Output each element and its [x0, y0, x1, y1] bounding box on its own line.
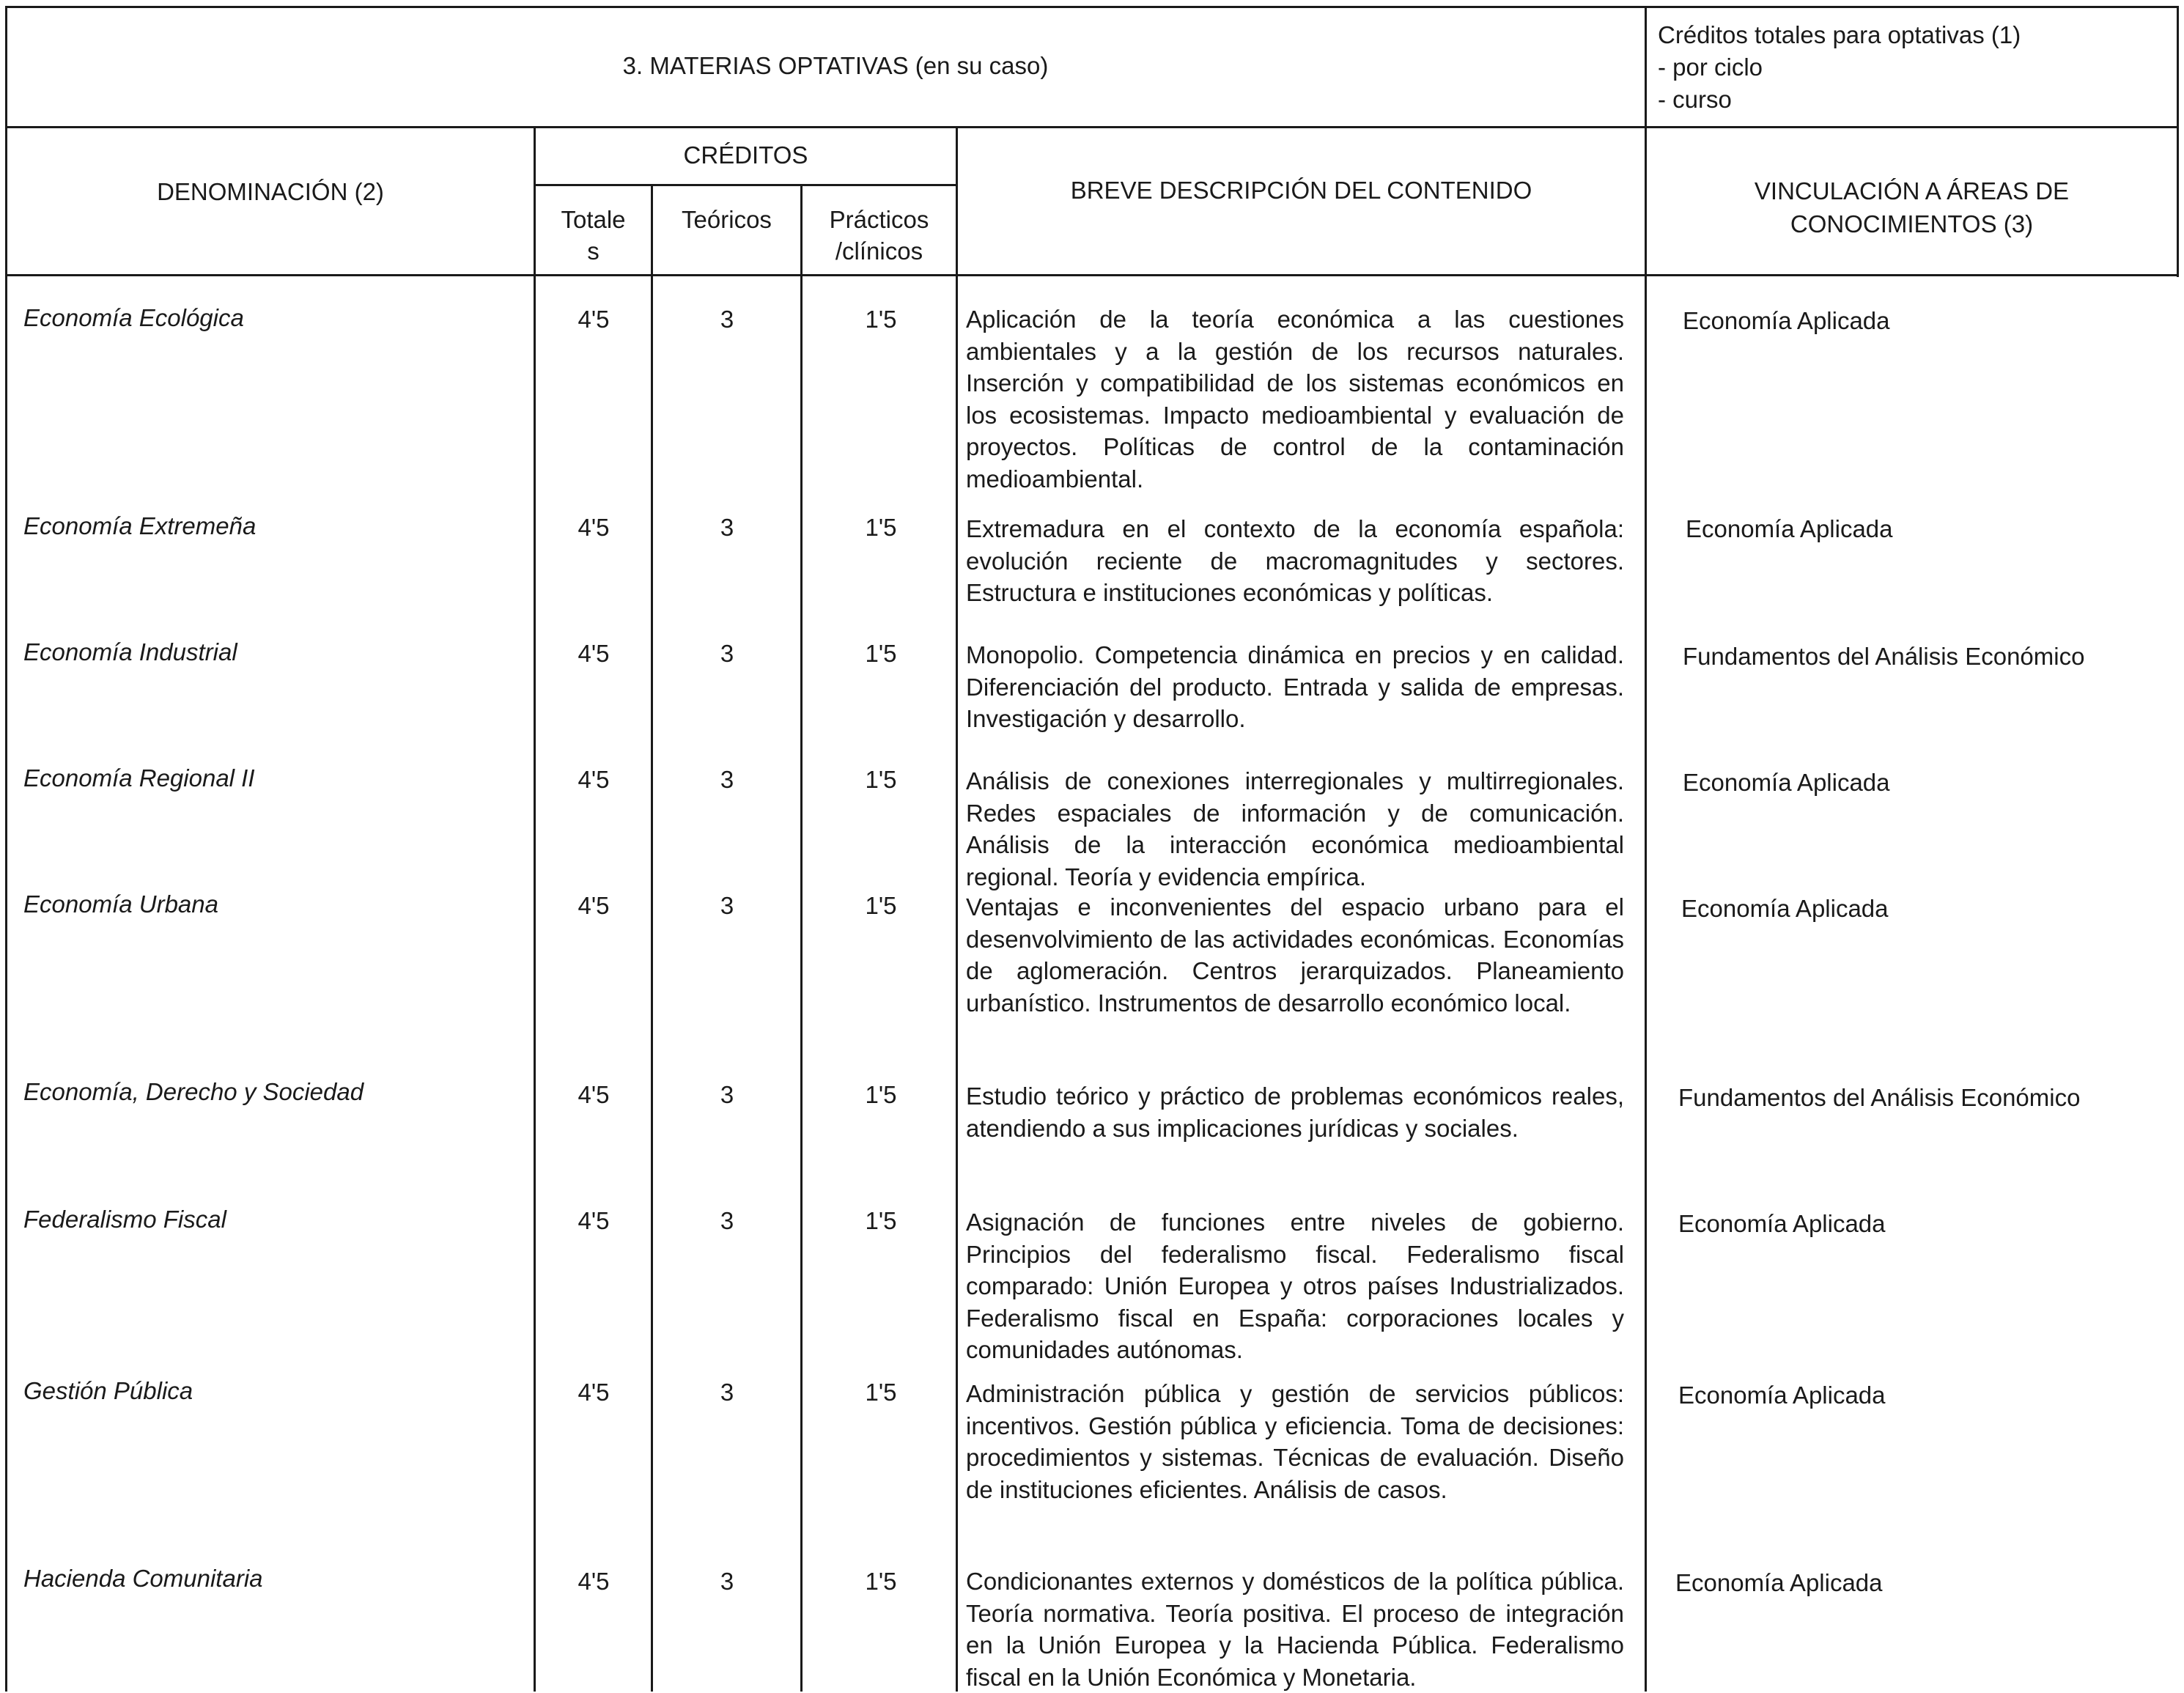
- col-header-denominacion: DENOMINACIÓN (2): [157, 178, 384, 205]
- subject-description: Administración pública y gestión de servicios públicos: incentivos. Gestión pública y eficiencia. Toma de decisiones: procedimientos y sistemas. Técnicas de evaluación. Diseño de instituciones eficientes. Análisis de casos.: [966, 1380, 1624, 1503]
- creditos-teoricos: 3: [720, 1568, 734, 1595]
- creditos-totales: 4'5: [578, 1081, 610, 1108]
- creditos-practicos: 1'5: [865, 1379, 897, 1406]
- col-header-descripcion: BREVE DESCRIPCIÓN DEL CONTENIDO: [1070, 177, 1532, 204]
- creditos-totales: 4'5: [578, 640, 610, 667]
- creditos-totales-label: Créditos totales para optativas (1): [1658, 21, 2021, 48]
- subject-name: Economía Industrial: [23, 638, 237, 665]
- subject-description: Asignación de funciones entre niveles de gobierno. Principios del federalismo fiscal. Federalismo fiscal comparado: Unión Europea y otros países Industrializados. Federalismo fiscal en España: corporaciones locales y comunidades autónomas.: [966, 1209, 1624, 1363]
- subject-description: Condicionantes externos y domésticos de la política pública. Teoría normativa. Teoría positiva. El proceso de integración en la Unión Europea y la Hacienda Pública. Federalismo fiscal en la Unión Económica y Monetaria.: [966, 1568, 1624, 1691]
- creditos-teoricos: 3: [720, 766, 734, 793]
- creditos-totales: 4'5: [578, 1568, 610, 1595]
- creditos-practicos: 1'5: [865, 1081, 897, 1108]
- col-header-practicos-line2: /clínicos: [835, 237, 923, 265]
- creditos-teoricos: 3: [720, 514, 734, 541]
- subject-description: Ventajas e inconvenientes del espacio urbano para el desenvolvimiento de las actividades económicas. Economías de aglomeración. Centros jerarquizados. Planeamiento urbanístico. Instrumentos de desarrollo económico local.: [966, 893, 1624, 1017]
- col-header-practicos-line1: Prácticos: [829, 206, 929, 233]
- subject-description: Extremadura en el contexto de la economía española: evolución reciente de macromagnitudes y sectores. Estructura e instituciones económicas y políticas.: [966, 515, 1624, 606]
- subject-name: Economía Extremeña: [23, 512, 257, 539]
- subject-description: Aplicación de la teoría económica a las cuestiones ambientales y a la gestión de los recursos naturales. Inserción y compatibilidad de los sistemas económicos en los ecosistemas. Impacto medioambiental y evaluación de proyectos. Políticas de control de la contaminación medioambiental.: [966, 306, 1624, 493]
- creditos-totales: 4'5: [578, 1379, 610, 1406]
- knowledge-area: Economía Aplicada: [1681, 895, 1889, 922]
- creditos-practicos: 1'5: [865, 1207, 897, 1234]
- col-header-creditos: CRÉDITOS: [683, 141, 808, 169]
- creditos-practicos: 1'5: [865, 766, 897, 793]
- table-border-left: [5, 6, 7, 1692]
- creditos-totales: 4'5: [578, 766, 610, 793]
- col-divider-totales: [651, 184, 653, 1692]
- header-divider-1: [5, 126, 2179, 128]
- creditos-practicos: 1'5: [865, 1568, 897, 1595]
- col-header-teoricos: Teóricos: [682, 206, 772, 233]
- col-divider-teoricos: [800, 184, 803, 1692]
- creditos-totales: 4'5: [578, 1207, 610, 1234]
- creditos-totales-block: [1658, 19, 2171, 116]
- table-border-right: [2177, 6, 2179, 277]
- creditos-totales: 4'5: [578, 514, 610, 541]
- subject-name: Economía Ecológica: [23, 304, 244, 331]
- creditos-practicos: 1'5: [865, 306, 897, 333]
- creditos-teoricos: 3: [720, 1207, 734, 1234]
- header-divider-2: [5, 274, 2179, 276]
- knowledge-area: Economía Aplicada: [1675, 1569, 1883, 1596]
- knowledge-area: Economía Aplicada: [1683, 307, 1890, 334]
- subject-name: Economía, Derecho y Sociedad: [23, 1078, 364, 1105]
- col-header-vinculacion-line2: CONOCIMIENTOS (3): [1790, 210, 2034, 237]
- por-ciclo-label: - por ciclo: [1658, 54, 1763, 81]
- section-title: 3. MATERIAS OPTATIVAS (en su caso): [622, 52, 1049, 79]
- creditos-subdivider: [534, 184, 956, 186]
- subject-description: Estudio teórico y práctico de problemas económicos reales, atendiendo a sus implicaciones jurídicas y sociales.: [966, 1082, 1624, 1142]
- creditos-totales: 4'5: [578, 892, 610, 919]
- creditos-practicos: 1'5: [865, 640, 897, 667]
- knowledge-area: Economía Aplicada: [1686, 515, 1893, 542]
- knowledge-area: Fundamentos del Análisis Económico: [1683, 643, 2085, 670]
- creditos-teoricos: 3: [720, 892, 734, 919]
- subject-description: Monopolio. Competencia dinámica en precios y en calidad. Diferenciación del producto. Entrada y salida de empresas. Investigación y desarrollo.: [966, 641, 1624, 732]
- subject-name: Hacienda Comunitaria: [23, 1565, 263, 1592]
- creditos-practicos: 1'5: [865, 892, 897, 919]
- col-header-vinculacion-line1: VINCULACIÓN A ÁREAS DE: [1754, 177, 2070, 204]
- col-divider-descripcion: [1645, 6, 1647, 1692]
- col-header-totales: [536, 204, 651, 267]
- creditos-practicos: 1'5: [865, 514, 897, 541]
- table-border-top: [5, 6, 2179, 8]
- knowledge-area: Economía Aplicada: [1678, 1382, 1886, 1409]
- creditos-teoricos: 3: [720, 640, 734, 667]
- knowledge-area: Fundamentos del Análisis Económico: [1678, 1084, 2081, 1111]
- col-header-practicos: [803, 204, 956, 267]
- creditos-teoricos: 3: [720, 306, 734, 333]
- knowledge-area: Economía Aplicada: [1683, 769, 1890, 796]
- creditos-teoricos: 3: [720, 1081, 734, 1108]
- col-header-totales-line2: s: [587, 237, 600, 265]
- col-header-totales-line1: Totale: [561, 206, 626, 233]
- creditos-totales: 4'5: [578, 306, 610, 333]
- curso-label: - curso: [1658, 86, 1732, 113]
- col-header-vinculacion: [1647, 174, 2177, 240]
- subject-name: Economía Urbana: [23, 890, 218, 918]
- subject-description: Análisis de conexiones interregionales y multirregionales. Redes espaciales de información y de comunicación. Análisis de la interacción económica medioambiental regional. Teoría y evidencia empírica.: [966, 767, 1624, 890]
- subject-name: Federalismo Fiscal: [23, 1206, 226, 1233]
- knowledge-area: Economía Aplicada: [1678, 1210, 1886, 1237]
- creditos-teoricos: 3: [720, 1379, 734, 1406]
- subject-name: Economía Regional II: [23, 764, 255, 792]
- subject-name: Gestión Pública: [23, 1377, 193, 1404]
